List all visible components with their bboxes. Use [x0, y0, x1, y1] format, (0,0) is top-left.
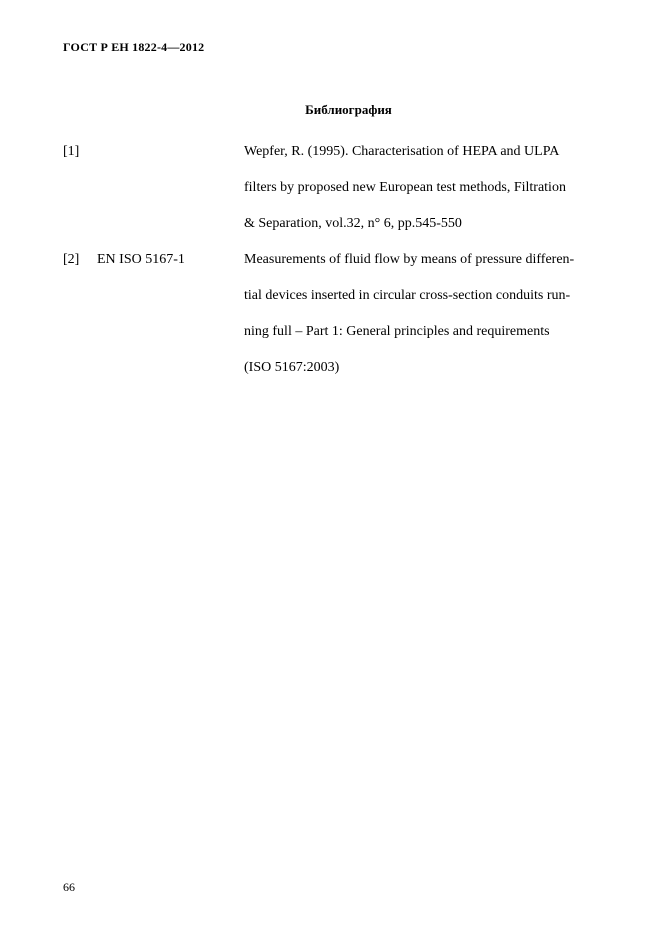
- reference-text: [244, 134, 619, 242]
- reference-text-line: & Separation, vol.32, n° 6, pp.545-550: [244, 216, 462, 231]
- section-title: Библиография: [305, 102, 392, 117]
- reference-item-1: [63, 134, 623, 242]
- document-header: ГОСТ Р ЕН 1822-4—2012: [63, 40, 205, 54]
- reference-text-line: filters by proposed new European test methods, Filtration: [244, 180, 566, 195]
- reference-list: [63, 134, 623, 386]
- reference-text-line: ning full – Part 1: General principles and requirements: [244, 324, 550, 339]
- reference-text-line: Wepfer, R. (1995). Characterisation of HEPA and ULPA: [244, 144, 560, 159]
- page-number: 66: [63, 880, 75, 894]
- reference-item-2: [63, 242, 623, 386]
- reference-number: [1]: [63, 144, 80, 159]
- reference-text-line: Measurements of fluid flow by means of pressure differen-: [244, 252, 575, 267]
- reference-number: [2]: [63, 252, 80, 267]
- reference-text-line: (ISO 5167:2003): [244, 360, 340, 375]
- reference-text: [244, 242, 619, 386]
- reference-code: EN ISO 5167-1: [97, 252, 185, 267]
- reference-text-line: tial devices inserted in circular cross-section conduits run-: [244, 288, 571, 303]
